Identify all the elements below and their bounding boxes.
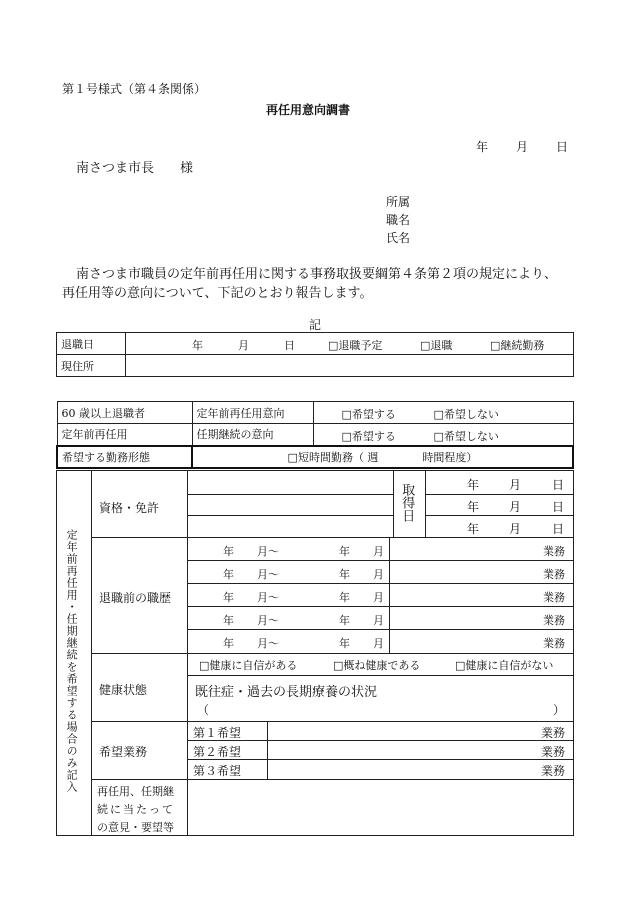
intent-row2-label: 定年前再任用	[57, 424, 192, 446]
career4-to-month: 月	[373, 614, 384, 627]
career3-to-month: 月	[373, 591, 384, 604]
health-paren-open: （	[197, 703, 210, 717]
form-number: 第１号様式（第４条関係）	[62, 82, 207, 96]
career4-to-year: 年	[339, 614, 350, 627]
date-year: 年	[476, 140, 489, 154]
intent-table	[56, 401, 574, 469]
career5-year: 年	[223, 637, 234, 650]
acq1-year: 年	[467, 478, 480, 492]
career1-to-month: 月	[373, 545, 384, 558]
career2-to-month: 月	[373, 568, 384, 581]
career2-work: 業務	[543, 568, 565, 581]
retire-date-label: 退職日	[57, 333, 126, 355]
intent-row2-yes[interactable]: □希望する	[341, 430, 396, 443]
opinion-label-line3: の意見・要望等	[97, 821, 174, 834]
intent-row1-yes[interactable]: □希望する	[341, 408, 396, 421]
intent-row1-question: 定年前再任用意向	[192, 402, 313, 424]
health-paren-close: ）	[553, 703, 566, 717]
retire-opt-retired[interactable]: □退職	[420, 339, 453, 352]
acq3-month: 月	[509, 522, 522, 536]
wish3-label: 第３希望	[193, 764, 242, 778]
health-label: 健康状態	[99, 683, 148, 697]
retire-month: 月	[238, 339, 249, 352]
acq1-day: 日	[552, 478, 565, 492]
side-label: 定年前再任用・任期継続を希望する場合のみ記入	[65, 529, 79, 793]
wish2-work: 業務	[541, 745, 566, 759]
document-title: 再任用意向調書	[266, 103, 351, 117]
opinion-label-line1: 再任用、任期継	[97, 785, 174, 798]
career2-year: 年	[223, 568, 234, 581]
career5-from: 月〜	[257, 637, 279, 650]
retire-year: 年	[192, 339, 203, 352]
retire-day: 日	[284, 339, 295, 352]
body-line-2: 再任用等の意向について、下記のとおり報告します。	[62, 286, 373, 301]
career1-work: 業務	[543, 545, 565, 558]
acq2-year: 年	[467, 500, 480, 514]
career1-to-year: 年	[339, 545, 350, 558]
qual-label: 資格・免許	[99, 501, 160, 515]
intent-row1-label: 60 歳以上退職者	[57, 402, 192, 424]
addressee: 南さつま市長 様	[76, 161, 194, 176]
wish3-work: 業務	[541, 764, 566, 778]
affiliation-label: 所属	[386, 195, 411, 209]
career3-work: 業務	[543, 591, 565, 604]
address-label: 現住所	[57, 355, 126, 377]
career5-to-year: 年	[339, 637, 350, 650]
health-opt-confident[interactable]: □健康に自信がある	[199, 659, 298, 672]
date-month: 月	[516, 140, 529, 154]
ki-label: 記	[309, 318, 322, 332]
workform-option[interactable]: □短時間勤務（ 週 時間程度）	[192, 446, 573, 468]
acq3-day: 日	[552, 522, 565, 536]
retire-opt-planned[interactable]: □退職予定	[328, 339, 383, 352]
retire-date-cell[interactable]	[126, 333, 574, 355]
acq2-day: 日	[552, 500, 565, 514]
wish-label: 希望業務	[99, 745, 148, 759]
wish1-work: 業務	[541, 726, 566, 740]
acq1-month: 月	[509, 478, 522, 492]
acquired-label: 取得日	[399, 483, 415, 522]
retire-opt-continue[interactable]: □継続勤務	[490, 339, 545, 352]
career2-to-year: 年	[339, 568, 350, 581]
address-value[interactable]	[126, 355, 574, 377]
date-day: 日	[556, 140, 569, 154]
retirement-table	[56, 332, 574, 377]
career1-year: 年	[223, 545, 234, 558]
health-opt-mostly[interactable]: □概ね健康である	[333, 659, 421, 672]
health-history-label: 既往症・過去の長期療養の状況	[195, 685, 378, 700]
intent-row2-no[interactable]: □希望しない	[433, 430, 499, 443]
detail-section	[56, 470, 574, 836]
acq3-year: 年	[467, 522, 480, 536]
career3-from: 月〜	[257, 591, 279, 604]
career5-to-month: 月	[373, 637, 384, 650]
career5-work: 業務	[543, 637, 565, 650]
career4-year: 年	[223, 614, 234, 627]
wish2-label: 第２希望	[193, 745, 242, 759]
position-label: 職名	[386, 213, 411, 227]
opinion-label-line2: 続に当たって	[97, 803, 175, 816]
acq2-month: 月	[509, 500, 522, 514]
intent-row1-options[interactable]	[313, 402, 573, 424]
wish1-label: 第１希望	[193, 726, 242, 740]
body-line-1: 南さつま市職員の定年前再任用に関する事務取扱要綱第４条第２項の規定により、	[76, 267, 558, 282]
career2-from: 月〜	[257, 568, 279, 581]
career3-year: 年	[223, 591, 234, 604]
career-label: 退職前の職歴	[99, 591, 172, 605]
opinion-label	[97, 783, 175, 837]
intent-row2-question: 任期継続の意向	[192, 424, 313, 446]
intent-row1-no[interactable]: □希望しない	[433, 408, 499, 421]
career3-to-year: 年	[339, 591, 350, 604]
health-opt-not-confident[interactable]: □健康に自信がない	[455, 659, 554, 672]
career4-work: 業務	[543, 614, 565, 627]
career4-from: 月〜	[257, 614, 279, 627]
intent-row2-options[interactable]	[313, 424, 573, 446]
workform-label: 希望する勤務形態	[57, 446, 192, 468]
name-label: 氏名	[386, 231, 411, 245]
career1-from: 月〜	[257, 545, 279, 558]
